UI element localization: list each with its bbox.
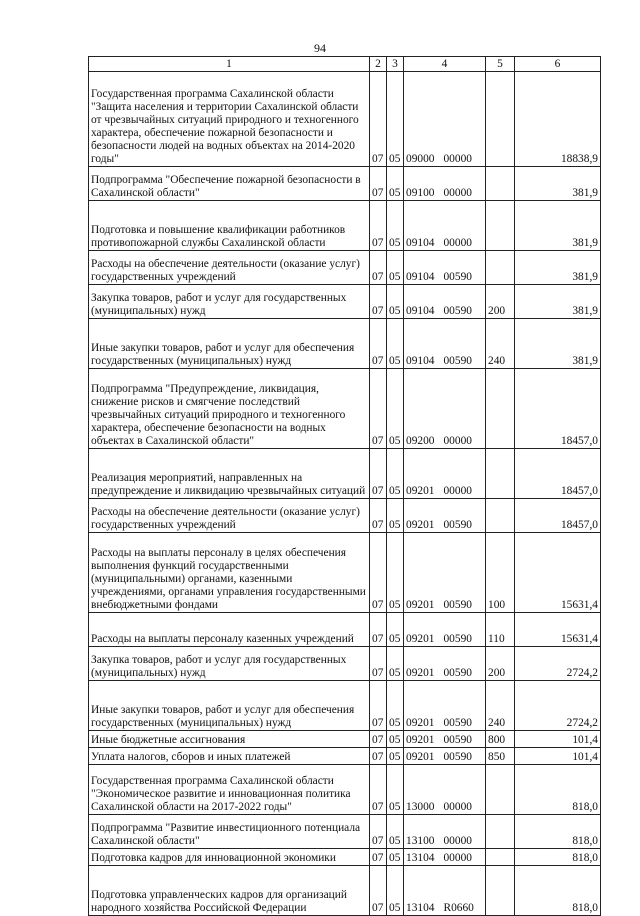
direction-code: 00590 <box>443 633 472 645</box>
program-code: 13100 <box>406 835 435 847</box>
subsection-code: 05 <box>387 285 404 319</box>
program-code: 09201 <box>406 633 435 645</box>
subsection-code: 05 <box>387 866 404 916</box>
program-code: 09104 <box>406 305 435 317</box>
direction-code: 00590 <box>443 599 472 611</box>
row-name: Уплата налогов, сборов и иных платежей <box>89 748 370 765</box>
row-name: Закупка товаров, работ и услуг для государственных (муниципальных) нужд <box>89 647 370 681</box>
subsection-code: 05 <box>387 748 404 765</box>
section-code: 07 <box>370 613 387 647</box>
amount: 818,0 <box>515 866 601 916</box>
table-row <box>89 748 601 765</box>
section-code: 07 <box>370 748 387 765</box>
direction-code: 00000 <box>443 435 472 447</box>
amount: 101,4 <box>515 748 601 765</box>
section-code: 07 <box>370 449 387 499</box>
expense-type-code <box>486 499 515 533</box>
table-row <box>89 72 601 167</box>
direction-code: 00000 <box>443 852 472 864</box>
table-row <box>89 449 601 499</box>
section-code: 07 <box>370 815 387 849</box>
expense-type-code: 100 <box>486 533 515 613</box>
table-row <box>89 369 601 449</box>
expense-type-code: 110 <box>486 613 515 647</box>
table-row <box>89 866 601 916</box>
program-code: 09000 <box>406 153 435 165</box>
table-row <box>89 815 601 849</box>
section-code: 07 <box>370 285 387 319</box>
table-row <box>89 731 601 748</box>
program-code: 09104 <box>406 237 435 249</box>
amount: 818,0 <box>515 765 601 815</box>
program-code: 09201 <box>406 751 435 763</box>
amount: 18457,0 <box>515 369 601 449</box>
target-article-code <box>404 815 486 849</box>
section-code: 07 <box>370 369 387 449</box>
expense-type-code <box>486 72 515 167</box>
direction-code: 00000 <box>443 835 472 847</box>
subsection-code: 05 <box>387 647 404 681</box>
expense-type-code: 850 <box>486 748 515 765</box>
expense-type-code <box>486 866 515 916</box>
subsection-code: 05 <box>387 849 404 866</box>
header-row <box>89 57 601 72</box>
row-name: Иные бюджетные ассигнования <box>89 731 370 748</box>
amount: 18838,9 <box>515 72 601 167</box>
table-row <box>89 647 601 681</box>
target-article-code <box>404 449 486 499</box>
row-name: Подготовка управленческих кадров для организаций народного хозяйства Российской Федерации <box>89 866 370 916</box>
table-row <box>89 251 601 285</box>
column-header-1: 1 <box>89 57 370 72</box>
direction-code: 00590 <box>443 519 472 531</box>
direction-code: 00590 <box>443 717 472 729</box>
expense-type-code: 240 <box>486 681 515 731</box>
amount: 381,9 <box>515 167 601 201</box>
expense-type-code <box>486 849 515 866</box>
direction-code: 00590 <box>443 305 472 317</box>
expense-type-code <box>486 815 515 849</box>
amount: 18457,0 <box>515 449 601 499</box>
expense-type-code: 800 <box>486 731 515 748</box>
section-code: 07 <box>370 866 387 916</box>
direction-code: 00590 <box>443 271 472 283</box>
amount: 18457,0 <box>515 499 601 533</box>
row-name: Государственная программа Сахалинской области "Экономическое развитие и инновационная политика Сахалинской области на 2017-2022 годы" <box>89 765 370 815</box>
direction-code: 00590 <box>443 751 472 763</box>
amount: 101,4 <box>515 731 601 748</box>
program-code: 13104 <box>406 852 435 864</box>
subsection-code: 05 <box>387 765 404 815</box>
table-row <box>89 499 601 533</box>
table-body <box>89 72 601 916</box>
row-name: Подпрограмма "Предупреждение, ликвидация, снижение рисков и смягчение последствий чрезвычайных ситуаций природного и техногенного характера, обеспечение безопасности на водных объектах в Сахалинской области" <box>89 369 370 449</box>
row-name: Иные закупки товаров, работ и услуг для обеспечения государственных (муниципальных) нужд <box>89 681 370 731</box>
target-article-code <box>404 319 486 369</box>
direction-code: 00000 <box>443 485 472 497</box>
expense-type-code <box>486 369 515 449</box>
row-name: Расходы на обеспечение деятельности (оказание услуг) государственных учреждений <box>89 499 370 533</box>
program-code: 13104 <box>406 902 435 914</box>
program-code: 09201 <box>406 734 435 746</box>
row-name: Расходы на обеспечение деятельности (оказание услуг) государственных учреждений <box>89 251 370 285</box>
row-name: Закупка товаров, работ и услуг для государственных (муниципальных) нужд <box>89 285 370 319</box>
table-row <box>89 167 601 201</box>
target-article-code <box>404 369 486 449</box>
expense-type-code: 200 <box>486 285 515 319</box>
section-code: 07 <box>370 499 387 533</box>
table-row <box>89 681 601 731</box>
direction-code: 00000 <box>443 237 472 249</box>
program-code: 09201 <box>406 667 435 679</box>
target-article-code <box>404 201 486 251</box>
row-name: Подготовка кадров для инновационной экономики <box>89 849 370 866</box>
amount: 818,0 <box>515 815 601 849</box>
target-article-code <box>404 647 486 681</box>
subsection-code: 05 <box>387 533 404 613</box>
program-code: 09200 <box>406 435 435 447</box>
expense-type-code <box>486 449 515 499</box>
section-code: 07 <box>370 167 387 201</box>
subsection-code: 05 <box>387 449 404 499</box>
target-article-code <box>404 285 486 319</box>
target-article-code <box>404 167 486 201</box>
row-name: Подпрограмма "Обеспечение пожарной безопасности в Сахалинской области" <box>89 167 370 201</box>
amount: 381,9 <box>515 201 601 251</box>
subsection-code: 05 <box>387 369 404 449</box>
section-code: 07 <box>370 765 387 815</box>
target-article-code <box>404 849 486 866</box>
program-code: 09201 <box>406 485 435 497</box>
section-code: 07 <box>370 647 387 681</box>
table-row <box>89 319 601 369</box>
row-name: Расходы на выплаты персоналу казенных учреждений <box>89 613 370 647</box>
column-header-2: 2 <box>370 57 387 72</box>
target-article-code <box>404 72 486 167</box>
section-code: 07 <box>370 731 387 748</box>
table-row <box>89 201 601 251</box>
column-header-4: 4 <box>404 57 486 72</box>
row-name: Подпрограмма "Развитие инвестиционного потенциала Сахалинской области" <box>89 815 370 849</box>
subsection-code: 05 <box>387 731 404 748</box>
direction-code: 00000 <box>443 153 472 165</box>
amount: 818,0 <box>515 849 601 866</box>
amount: 381,9 <box>515 319 601 369</box>
amount: 2724,2 <box>515 681 601 731</box>
subsection-code: 05 <box>387 72 404 167</box>
amount: 15631,4 <box>515 533 601 613</box>
target-article-code <box>404 731 486 748</box>
section-code: 07 <box>370 681 387 731</box>
section-code: 07 <box>370 319 387 369</box>
program-code: 09201 <box>406 599 435 611</box>
amount: 381,9 <box>515 285 601 319</box>
section-code: 07 <box>370 201 387 251</box>
row-name: Государственная программа Сахалинской области "Защита населения и территории Сахалинской области от чрезвычайных ситуаций природного и техногенного характера, обеспечение пожарной безопасности и безопасности людей на водных объектах на 2014-2020 годы" <box>89 72 370 167</box>
target-article-code <box>404 681 486 731</box>
direction-code: R0660 <box>443 902 474 914</box>
program-code: 13000 <box>406 801 435 813</box>
budget-table <box>88 56 601 916</box>
row-name: Расходы на выплаты персоналу в целях обеспечения выполнения функций государственными (муниципальными) органами, казенными учреждениями, органами управления государственными внебюджетными фондами <box>89 533 370 613</box>
program-code: 09104 <box>406 355 435 367</box>
amount: 15631,4 <box>515 613 601 647</box>
direction-code: 00590 <box>443 734 472 746</box>
target-article-code <box>404 499 486 533</box>
section-code: 07 <box>370 251 387 285</box>
target-article-code <box>404 866 486 916</box>
table-row <box>89 849 601 866</box>
target-article-code <box>404 613 486 647</box>
expense-type-code <box>486 167 515 201</box>
column-header-6: 6 <box>515 57 601 72</box>
target-article-code <box>404 251 486 285</box>
program-code: 09104 <box>406 271 435 283</box>
target-article-code <box>404 748 486 765</box>
page-number: 94 <box>314 41 326 55</box>
column-header-5: 5 <box>486 57 515 72</box>
table-row <box>89 285 601 319</box>
amount: 381,9 <box>515 251 601 285</box>
expense-type-code <box>486 765 515 815</box>
subsection-code: 05 <box>387 613 404 647</box>
expense-type-code <box>486 201 515 251</box>
target-article-code <box>404 765 486 815</box>
direction-code: 00590 <box>443 355 472 367</box>
section-code: 07 <box>370 72 387 167</box>
target-article-code <box>404 533 486 613</box>
subsection-code: 05 <box>387 201 404 251</box>
table-row <box>89 765 601 815</box>
subsection-code: 05 <box>387 167 404 201</box>
row-name: Иные закупки товаров, работ и услуг для обеспечения государственных (муниципальных) нужд <box>89 319 370 369</box>
table-row <box>89 533 601 613</box>
row-name: Реализация мероприятий, направленных на предупреждение и ликвидацию чрезвычайных ситуаций <box>89 449 370 499</box>
section-code: 07 <box>370 533 387 613</box>
direction-code: 00000 <box>443 187 472 199</box>
subsection-code: 05 <box>387 251 404 285</box>
row-name: Подготовка и повышение квалификации работников противопожарной службы Сахалинской области <box>89 201 370 251</box>
direction-code: 00000 <box>443 801 472 813</box>
section-code: 07 <box>370 849 387 866</box>
program-code: 09100 <box>406 187 435 199</box>
expense-type-code: 240 <box>486 319 515 369</box>
program-code: 09201 <box>406 717 435 729</box>
column-header-3: 3 <box>387 57 404 72</box>
subsection-code: 05 <box>387 681 404 731</box>
amount: 2724,2 <box>515 647 601 681</box>
table-row <box>89 613 601 647</box>
subsection-code: 05 <box>387 319 404 369</box>
program-code: 09201 <box>406 519 435 531</box>
subsection-code: 05 <box>387 499 404 533</box>
direction-code: 00590 <box>443 667 472 679</box>
subsection-code: 05 <box>387 815 404 849</box>
expense-type-code: 200 <box>486 647 515 681</box>
expense-type-code <box>486 251 515 285</box>
